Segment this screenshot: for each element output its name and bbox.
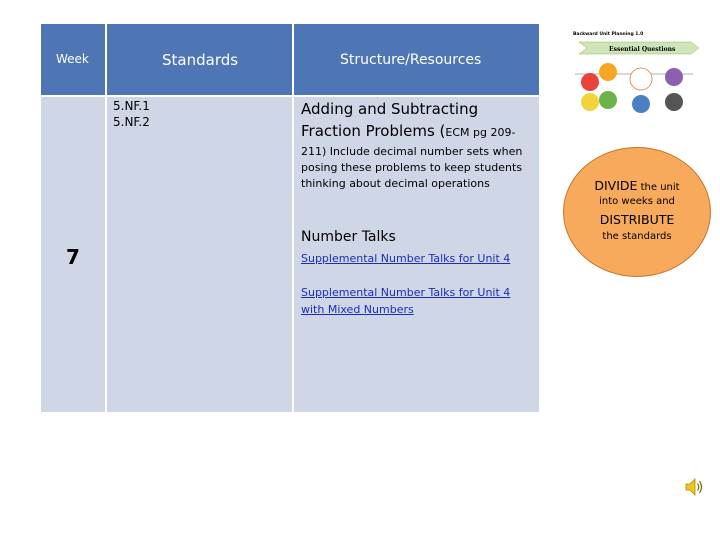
callout-circle [563, 147, 711, 277]
callout-line-4: the standards [602, 231, 672, 242]
speaker-icon[interactable] [683, 476, 705, 498]
cell-structure [294, 97, 539, 412]
header-structure-label: Structure/Resources [340, 52, 482, 68]
cell-standards [107, 97, 292, 412]
activity-reference: ECM pg 209- [445, 126, 516, 139]
diagram-banner: Essential Questions [609, 46, 676, 53]
diagram-graphic [563, 24, 701, 122]
number-talks-link-1[interactable]: Supplemental Number Talks for Unit 4 [301, 252, 511, 265]
header-standards-label: Standards [162, 51, 239, 69]
activity-title: Adding and Subtracting [301, 100, 479, 118]
activity-description: posing these problems to keep students [301, 161, 523, 174]
column-divider [292, 24, 294, 412]
planning-table [41, 24, 539, 412]
row-divider [41, 95, 539, 97]
callout-line-1: DIVIDE the unit [594, 178, 680, 193]
number-talks-link-2[interactable]: Supplemental Number Talks for Unit 4 [301, 286, 511, 299]
header-standards [107, 24, 292, 95]
callout-line-3: DISTRIBUTE [599, 212, 675, 227]
week-number: 7 [66, 245, 80, 269]
standard-item: 5.NF.1 [113, 99, 150, 113]
activity-description: thinking about decimal operations [301, 177, 490, 190]
header-week [41, 24, 105, 95]
activity-description: 211) Include decimal number sets when [301, 145, 523, 158]
callout-line-2: into weeks and [599, 196, 675, 207]
cell-week [41, 97, 105, 412]
unit-planning-diagram [563, 24, 701, 122]
number-talks-link-2-cont[interactable]: with Mixed Numbers [301, 303, 414, 316]
standard-item: 5.NF.2 [113, 115, 150, 129]
column-divider [105, 24, 107, 412]
diagram-title: Backward Unit Planning 1.0 [573, 32, 644, 37]
activity-title-cont: Fraction Problems (ECM pg 209- [301, 122, 516, 140]
number-talks-title: Number Talks [301, 229, 396, 245]
header-structure [294, 24, 539, 95]
header-week-label: Week [56, 52, 89, 66]
